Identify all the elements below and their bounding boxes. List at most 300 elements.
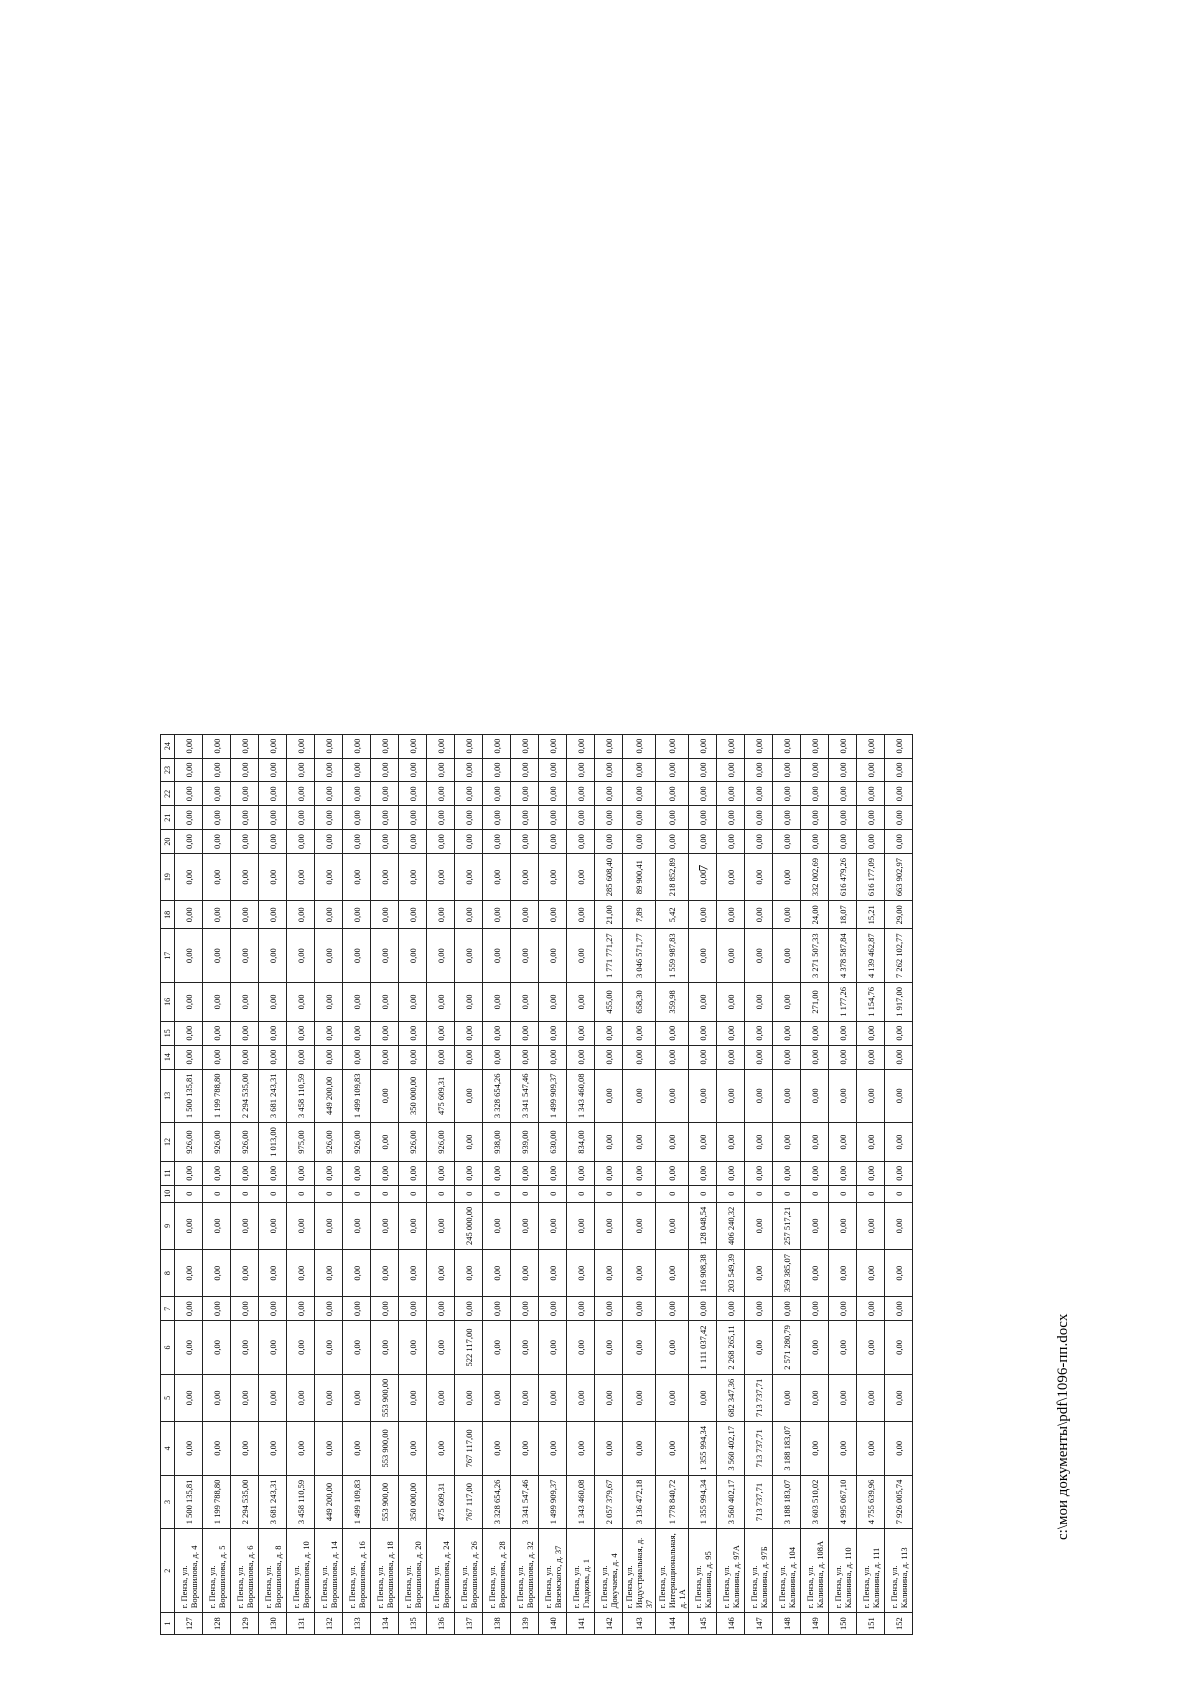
table-cell: 616 479,26 — [829, 854, 857, 901]
table-cell: 0,00 — [567, 1250, 595, 1297]
table-cell: 0,00 — [511, 782, 539, 806]
column-header: 6 — [161, 1321, 175, 1375]
table-row — [231, 734, 259, 1634]
table-cell: 0,00 — [231, 1422, 259, 1476]
table-cell: 0,00 — [773, 1161, 801, 1185]
table-cell: 0,00 — [343, 854, 371, 901]
table-cell: 0,00 — [399, 1374, 427, 1421]
table-cell: 0,00 — [656, 758, 689, 782]
table-cell: 149 — [801, 1613, 829, 1635]
table-cell: 0,00 — [427, 983, 455, 1022]
column-header: 20 — [161, 830, 175, 854]
table-cell: 0,00 — [343, 782, 371, 806]
table-cell: 245 000,00 — [455, 1202, 483, 1249]
table-cell: 4 755 639,96 — [857, 1475, 885, 1529]
table-cell: 130 — [259, 1613, 287, 1635]
table-cell: 0,00 — [175, 1021, 203, 1045]
table-cell: 0,00 — [427, 782, 455, 806]
table-cell: 0,00 — [427, 1021, 455, 1045]
table-cell: 0,00 — [773, 1123, 801, 1162]
table-cell: 0,00 — [745, 806, 773, 830]
table-cell: 0,00 — [857, 1161, 885, 1185]
table-cell: 0,00 — [717, 901, 745, 929]
table-cell: 0,00 — [483, 1021, 511, 1045]
table-cell: 0,00 — [689, 830, 717, 854]
table-cell: 0,00 — [656, 1202, 689, 1249]
table-cell: 0,00 — [399, 901, 427, 929]
table-cell: 144 — [656, 1613, 689, 1635]
table-cell: 0,00 — [511, 1422, 539, 1476]
table-cell: 0,00 — [483, 1422, 511, 1476]
table-cell: 128 048,54 — [689, 1202, 717, 1249]
address-cell: г. Пенза, ул. Ворошилова, д. 6 — [231, 1529, 259, 1613]
table-cell: 3 188 183,07 — [773, 1475, 801, 1529]
table-cell: 0,00 — [427, 1202, 455, 1249]
table-cell: 767 117,00 — [455, 1422, 483, 1476]
table-cell: 0,00 — [399, 929, 427, 983]
table-cell: 0,00 — [287, 734, 315, 758]
table-cell: 0,00 — [567, 806, 595, 830]
table-cell: 3 188 183,07 — [773, 1422, 801, 1476]
address-cell: г. Пенза, ул. Ворошилова, д. 32 — [511, 1529, 539, 1613]
column-header: 5 — [161, 1374, 175, 1421]
table-cell: 0,00 — [595, 734, 623, 758]
table-cell: 0,00 — [567, 782, 595, 806]
table-cell: 0,00 — [595, 1321, 623, 1375]
table-cell: 0,00 — [231, 782, 259, 806]
table-cell: 0 — [427, 1185, 455, 1202]
table-row — [595, 734, 623, 1634]
table-cell: 1 500 135,81 — [175, 1475, 203, 1529]
table-cell: 0,00 — [427, 806, 455, 830]
table-cell: 0,00 — [483, 1297, 511, 1321]
table-row — [511, 734, 539, 1634]
address-cell: г. Пенза, ул. Ворошилова, д. 24 — [427, 1529, 455, 1613]
table-cell: 0,00 — [801, 1422, 829, 1476]
table-cell: 0,00 — [315, 983, 343, 1022]
table-cell: 0,00 — [259, 854, 287, 901]
table-cell: 132 — [315, 1613, 343, 1635]
column-header: 3 — [161, 1475, 175, 1529]
table-cell: 0,00 — [231, 901, 259, 929]
table-cell: 0,00 — [287, 983, 315, 1022]
table-cell: 0,00 — [455, 734, 483, 758]
table-cell: 0,00 — [511, 806, 539, 830]
table-cell: 0,00 — [175, 1422, 203, 1476]
table-cell: 0,00 — [656, 1161, 689, 1185]
table-row — [801, 734, 829, 1634]
table-cell: 0,00 — [539, 806, 567, 830]
table-cell: 0,00 — [801, 830, 829, 854]
column-header: 14 — [161, 1045, 175, 1069]
table-cell: 3 681 243,31 — [259, 1475, 287, 1529]
table-row — [427, 734, 455, 1634]
table-cell: 0,00 — [885, 1021, 913, 1045]
table-cell: 141 — [567, 1613, 595, 1635]
table-cell: 2 294 535,00 — [231, 1475, 259, 1529]
table-cell: 0,00 — [595, 1422, 623, 1476]
table-cell: 0,00 — [656, 830, 689, 854]
table-cell: 0,00 — [595, 1021, 623, 1045]
table-cell: 0,00 — [773, 1374, 801, 1421]
table-cell: 0,00 — [483, 806, 511, 830]
table-cell: 0,00 — [885, 806, 913, 830]
table-cell: 0 — [371, 1185, 399, 1202]
table-cell: 0,00 — [287, 1021, 315, 1045]
table-cell: 0,00 — [175, 782, 203, 806]
table-cell: 135 — [399, 1613, 427, 1635]
table-cell: 0,00 — [175, 983, 203, 1022]
table-cell: 0,00 — [287, 1202, 315, 1249]
table-cell: 0,00 — [773, 854, 801, 901]
table-cell: 0,00 — [259, 830, 287, 854]
table-cell: 0,00 — [656, 1069, 689, 1123]
table-cell: 0,00 — [745, 1045, 773, 1069]
table-cell: 0,00 — [567, 1202, 595, 1249]
table-cell: 0,00 — [829, 1161, 857, 1185]
table-cell: 0,00 — [483, 1374, 511, 1421]
table-cell: 1 559 987,83 — [656, 929, 689, 983]
table-cell: 4 139 462,87 — [857, 929, 885, 983]
table-cell: 0,00 — [885, 734, 913, 758]
table-cell: 0,00 — [717, 830, 745, 854]
table-row — [483, 734, 511, 1634]
table-row — [455, 734, 483, 1634]
table-row — [745, 734, 773, 1634]
table-cell: 0,00 — [399, 1045, 427, 1069]
table-row — [399, 734, 427, 1634]
table-cell: 0,00 — [511, 758, 539, 782]
table-cell: 0,00 — [231, 1374, 259, 1421]
table-cell: 0,00 — [717, 854, 745, 901]
column-header: 15 — [161, 1021, 175, 1045]
table-cell: 0,00 — [857, 1202, 885, 1249]
table-cell: 0,00 — [483, 734, 511, 758]
table-cell: 0,00 — [231, 983, 259, 1022]
table-cell: 218 852,89 — [656, 854, 689, 901]
table-cell: 1 499 109,83 — [343, 1069, 371, 1123]
column-header: 21 — [161, 806, 175, 830]
table-cell: 5,42 — [656, 901, 689, 929]
table-cell: 0,00 — [175, 929, 203, 983]
table-cell: 145 — [689, 1613, 717, 1635]
table-cell: 975,00 — [287, 1123, 315, 1162]
table-cell: 0,00 — [315, 1297, 343, 1321]
table-cell: 0,00 — [315, 734, 343, 758]
table-cell: 4 378 587,84 — [829, 929, 857, 983]
table-cell: 0,00 — [343, 1374, 371, 1421]
table-cell: 0,00 — [203, 1374, 231, 1421]
table-cell: 0,00 — [315, 901, 343, 929]
table-cell: 0,00 — [343, 1422, 371, 1476]
table-cell: 0,00 — [399, 1297, 427, 1321]
table-cell: 0,00 — [689, 734, 717, 758]
table-cell: 0,00 — [689, 806, 717, 830]
table-cell: 0 — [829, 1185, 857, 1202]
table-cell: 0,00 — [231, 758, 259, 782]
table-cell: 0,00 — [259, 1161, 287, 1185]
table-cell: 0,00 — [717, 1123, 745, 1162]
table-cell: 0,00 — [801, 1297, 829, 1321]
table-cell: 0,00 — [427, 1297, 455, 1321]
table-cell: 0,00 — [455, 1021, 483, 1045]
table-row — [885, 734, 913, 1634]
table-cell: 0,00 — [539, 1250, 567, 1297]
table-cell: 0,00 — [829, 1250, 857, 1297]
table-cell: 0,00 — [231, 830, 259, 854]
table-cell: 0,00 — [231, 1045, 259, 1069]
address-cell: г. Пенза, ул. Ворошилова, д. 16 — [343, 1529, 371, 1613]
table-cell: 0,00 — [371, 1045, 399, 1069]
column-header: 16 — [161, 983, 175, 1022]
table-cell: 0,00 — [203, 1297, 231, 1321]
table-row — [203, 734, 231, 1634]
table-cell: 0,00 — [656, 1250, 689, 1297]
table-cell: 1 355 994,34 — [689, 1422, 717, 1476]
table-cell: 140 — [539, 1613, 567, 1635]
table-cell: 0,00 — [829, 1021, 857, 1045]
table-cell: 0,00 — [427, 734, 455, 758]
table-cell: 0,00 — [829, 782, 857, 806]
table-cell: 0,00 — [455, 1069, 483, 1123]
table-cell: 616 177,09 — [857, 854, 885, 901]
table-row — [287, 734, 315, 1634]
table-cell: 0,00 — [287, 806, 315, 830]
table-cell: 0,00 — [717, 1069, 745, 1123]
table-cell: 0 — [343, 1185, 371, 1202]
table-cell: 0 — [567, 1185, 595, 1202]
table-cell: 0,00 — [539, 929, 567, 983]
table-cell: 1 177,26 — [829, 983, 857, 1022]
table-cell: 0,00 — [315, 1045, 343, 1069]
table-cell: 0 — [315, 1185, 343, 1202]
table-cell: 926,00 — [343, 1123, 371, 1162]
table-cell: 406 240,32 — [717, 1202, 745, 1249]
table-cell: 0,00 — [857, 806, 885, 830]
table-cell: 0,00 — [745, 1202, 773, 1249]
address-cell: г. Пенза, ул. Ворошилова, д. 28 — [483, 1529, 511, 1613]
table-cell: 0,00 — [885, 782, 913, 806]
table-cell: 0,00 — [455, 1161, 483, 1185]
table-cell: 18,07 — [829, 901, 857, 929]
table-cell: 0 — [455, 1185, 483, 1202]
table-cell: 0,00 — [801, 1161, 829, 1185]
table-cell: 0,00 — [857, 1045, 885, 1069]
table-cell: 0,00 — [315, 782, 343, 806]
table-cell: 0,00 — [315, 1202, 343, 1249]
table-cell: 2 057 379,67 — [595, 1475, 623, 1529]
address-cell: г. Пенза, ул. Вяземского, д. 37 — [539, 1529, 567, 1613]
table-cell: 0,00 — [427, 1045, 455, 1069]
table-row — [656, 734, 689, 1634]
table-cell: 553 900,00 — [371, 1422, 399, 1476]
table-cell: 0,00 — [595, 1297, 623, 1321]
table-cell: 0,00 — [623, 782, 656, 806]
column-header: 2 — [161, 1529, 175, 1613]
table-cell: 3 560 402,17 — [717, 1475, 745, 1529]
table-cell: 0,00 — [287, 1045, 315, 1069]
table-cell: 1 355 994,34 — [689, 1475, 717, 1529]
table-cell: 0,00 — [259, 1321, 287, 1375]
table-cell: 0,00 — [745, 758, 773, 782]
table-row — [315, 734, 343, 1634]
table-cell: 0,00 — [175, 1321, 203, 1375]
table-cell: 0,00 — [829, 1321, 857, 1375]
table-cell: 0,00 — [343, 1045, 371, 1069]
table-row — [623, 734, 656, 1634]
table-cell: 0,00 — [371, 1321, 399, 1375]
table-cell: 0,00 — [315, 854, 343, 901]
table-cell: 0,00 — [656, 1374, 689, 1421]
table-cell: 0,00 — [483, 758, 511, 782]
table-cell: 0,00 — [203, 1021, 231, 1045]
table-cell: 0,00 — [175, 854, 203, 901]
table-cell: 332 002,69 — [801, 854, 829, 901]
table-cell: 0,00 — [857, 1021, 885, 1045]
table-cell: 0,00 — [689, 1021, 717, 1045]
table-cell: 0,00 — [885, 1321, 913, 1375]
table-cell: 0,00 — [175, 1250, 203, 1297]
table-cell: 0,00 — [259, 1422, 287, 1476]
table-cell: 0,00 — [717, 929, 745, 983]
address-cell: г. Пенза, ул. Калинина, д. 111 — [857, 1529, 885, 1613]
table-cell: 0,00 — [539, 1021, 567, 1045]
column-header: 22 — [161, 782, 175, 806]
table-cell: 0,00 — [717, 1297, 745, 1321]
table-cell: 0,00 — [175, 1161, 203, 1185]
table-cell: 0,00 — [539, 1045, 567, 1069]
table-cell: 0,00 — [689, 758, 717, 782]
table-cell: 151 — [857, 1613, 885, 1635]
table-cell: 0,00 — [231, 1250, 259, 1297]
table-cell: 0,00 — [885, 1161, 913, 1185]
table-cell: 630,00 — [539, 1123, 567, 1162]
table-cell: 1 778 840,72 — [656, 1475, 689, 1529]
table-cell: 0,00 — [231, 854, 259, 901]
table-cell: 134 — [371, 1613, 399, 1635]
table-cell: 0,00 — [455, 1250, 483, 1297]
table-cell: 0,00 — [801, 1045, 829, 1069]
table-cell: 0,00 — [829, 1202, 857, 1249]
address-cell: г. Пенза, ул. Ворошилова, д. 20 — [399, 1529, 427, 1613]
table-cell: 148 — [773, 1613, 801, 1635]
table-cell: 0,00 — [231, 1161, 259, 1185]
table-cell: 0,00 — [175, 1374, 203, 1421]
table-cell: 0,00 — [773, 806, 801, 830]
table-cell: 0,00 — [857, 734, 885, 758]
table-cell: 0,00 — [371, 983, 399, 1022]
table-cell: 133 — [343, 1613, 371, 1635]
table-cell: 0,00 — [539, 1422, 567, 1476]
table-cell: 0,00 — [259, 734, 287, 758]
table-cell: 0,00 — [885, 1422, 913, 1476]
address-cell: г. Пенза, ул. Ворошилова, д. 10 — [287, 1529, 315, 1613]
table-cell: 0,00 — [857, 1250, 885, 1297]
column-header: 4 — [161, 1422, 175, 1476]
table-cell: 0,00 — [427, 1374, 455, 1421]
table-cell: 2 268 265,11 — [717, 1321, 745, 1375]
table-cell: 0,00 — [773, 983, 801, 1022]
column-header: 8 — [161, 1250, 175, 1297]
table-cell: 0,00 — [801, 1202, 829, 1249]
table-cell: 0,00 — [511, 830, 539, 854]
table-cell: 0,00 — [315, 758, 343, 782]
table-cell: 0,00 — [539, 983, 567, 1022]
table-row — [539, 734, 567, 1634]
table-cell: 0,00 — [773, 929, 801, 983]
table-cell: 0,00 — [857, 1321, 885, 1375]
table-cell: 3 046 571,77 — [623, 929, 656, 983]
table-cell: 0,00 — [175, 1297, 203, 1321]
table-cell: 0,00 — [371, 1069, 399, 1123]
column-header: 12 — [161, 1123, 175, 1162]
table-cell: 0,00 — [259, 1202, 287, 1249]
table-cell: 0,00 — [689, 1069, 717, 1123]
column-header: 17 — [161, 929, 175, 983]
table-cell: 0,00 — [885, 1045, 913, 1069]
table-cell: 0,00 — [885, 830, 913, 854]
table-cell: 128 — [203, 1613, 231, 1635]
table-cell: 0,00 — [623, 1321, 656, 1375]
table-cell: 0 — [717, 1185, 745, 1202]
table-cell: 0,00 — [175, 758, 203, 782]
table-cell: 0,00 — [315, 806, 343, 830]
table-cell: 0,00 — [343, 806, 371, 830]
table-cell: 0,00 — [455, 1045, 483, 1069]
table-cell: 0,00 — [371, 1123, 399, 1162]
table-cell: 4 995 067,10 — [829, 1475, 857, 1529]
table-cell: 0,00 — [315, 1321, 343, 1375]
table-cell: 0,00 — [203, 1422, 231, 1476]
table-cell: 0,00 — [511, 1202, 539, 1249]
table-cell: 0,00 — [455, 782, 483, 806]
table-cell: 0,00 — [399, 854, 427, 901]
table-cell: 3 136 472,18 — [623, 1475, 656, 1529]
table-cell: 0,00 — [623, 1250, 656, 1297]
table-cell: 0,00 — [455, 1374, 483, 1421]
table-cell: 0,00 — [623, 830, 656, 854]
table-cell: 0,00 — [773, 830, 801, 854]
table-cell: 1 154,76 — [857, 983, 885, 1022]
table-cell: 834,00 — [567, 1123, 595, 1162]
table-cell: 0,00 — [689, 1123, 717, 1162]
table-cell: 0,00 — [399, 1250, 427, 1297]
table-cell: 0,00 — [801, 1321, 829, 1375]
table-cell: 1 199 788,80 — [203, 1069, 231, 1123]
table-cell: 0,00 — [315, 1422, 343, 1476]
table-cell: 0 — [287, 1185, 315, 1202]
table-cell: 0,00 — [857, 782, 885, 806]
table-cell: 0,00 — [483, 1250, 511, 1297]
table-cell: 0,00 — [343, 1250, 371, 1297]
column-header: 1 — [161, 1613, 175, 1635]
table-cell: 0,00 — [745, 929, 773, 983]
table-cell: 0,00 — [595, 1250, 623, 1297]
address-cell: г. Пенза, ул. Индустриальная, д. 37 — [623, 1529, 656, 1613]
table-cell: 142 — [595, 1613, 623, 1635]
table-cell: 0,00 — [315, 830, 343, 854]
table-cell: 3 560 402,17 — [717, 1422, 745, 1476]
table-cell: 350 000,00 — [399, 1069, 427, 1123]
table-cell: 0,00 — [717, 1021, 745, 1045]
table-cell: 0,00 — [801, 1069, 829, 1123]
table-cell: 0,00 — [259, 983, 287, 1022]
table-cell: 0,00 — [287, 758, 315, 782]
table-cell: 713 737,71 — [745, 1475, 773, 1529]
table-cell: 0,00 — [259, 806, 287, 830]
table-cell: 0,00 — [745, 830, 773, 854]
table-cell: 0,00 — [773, 901, 801, 929]
